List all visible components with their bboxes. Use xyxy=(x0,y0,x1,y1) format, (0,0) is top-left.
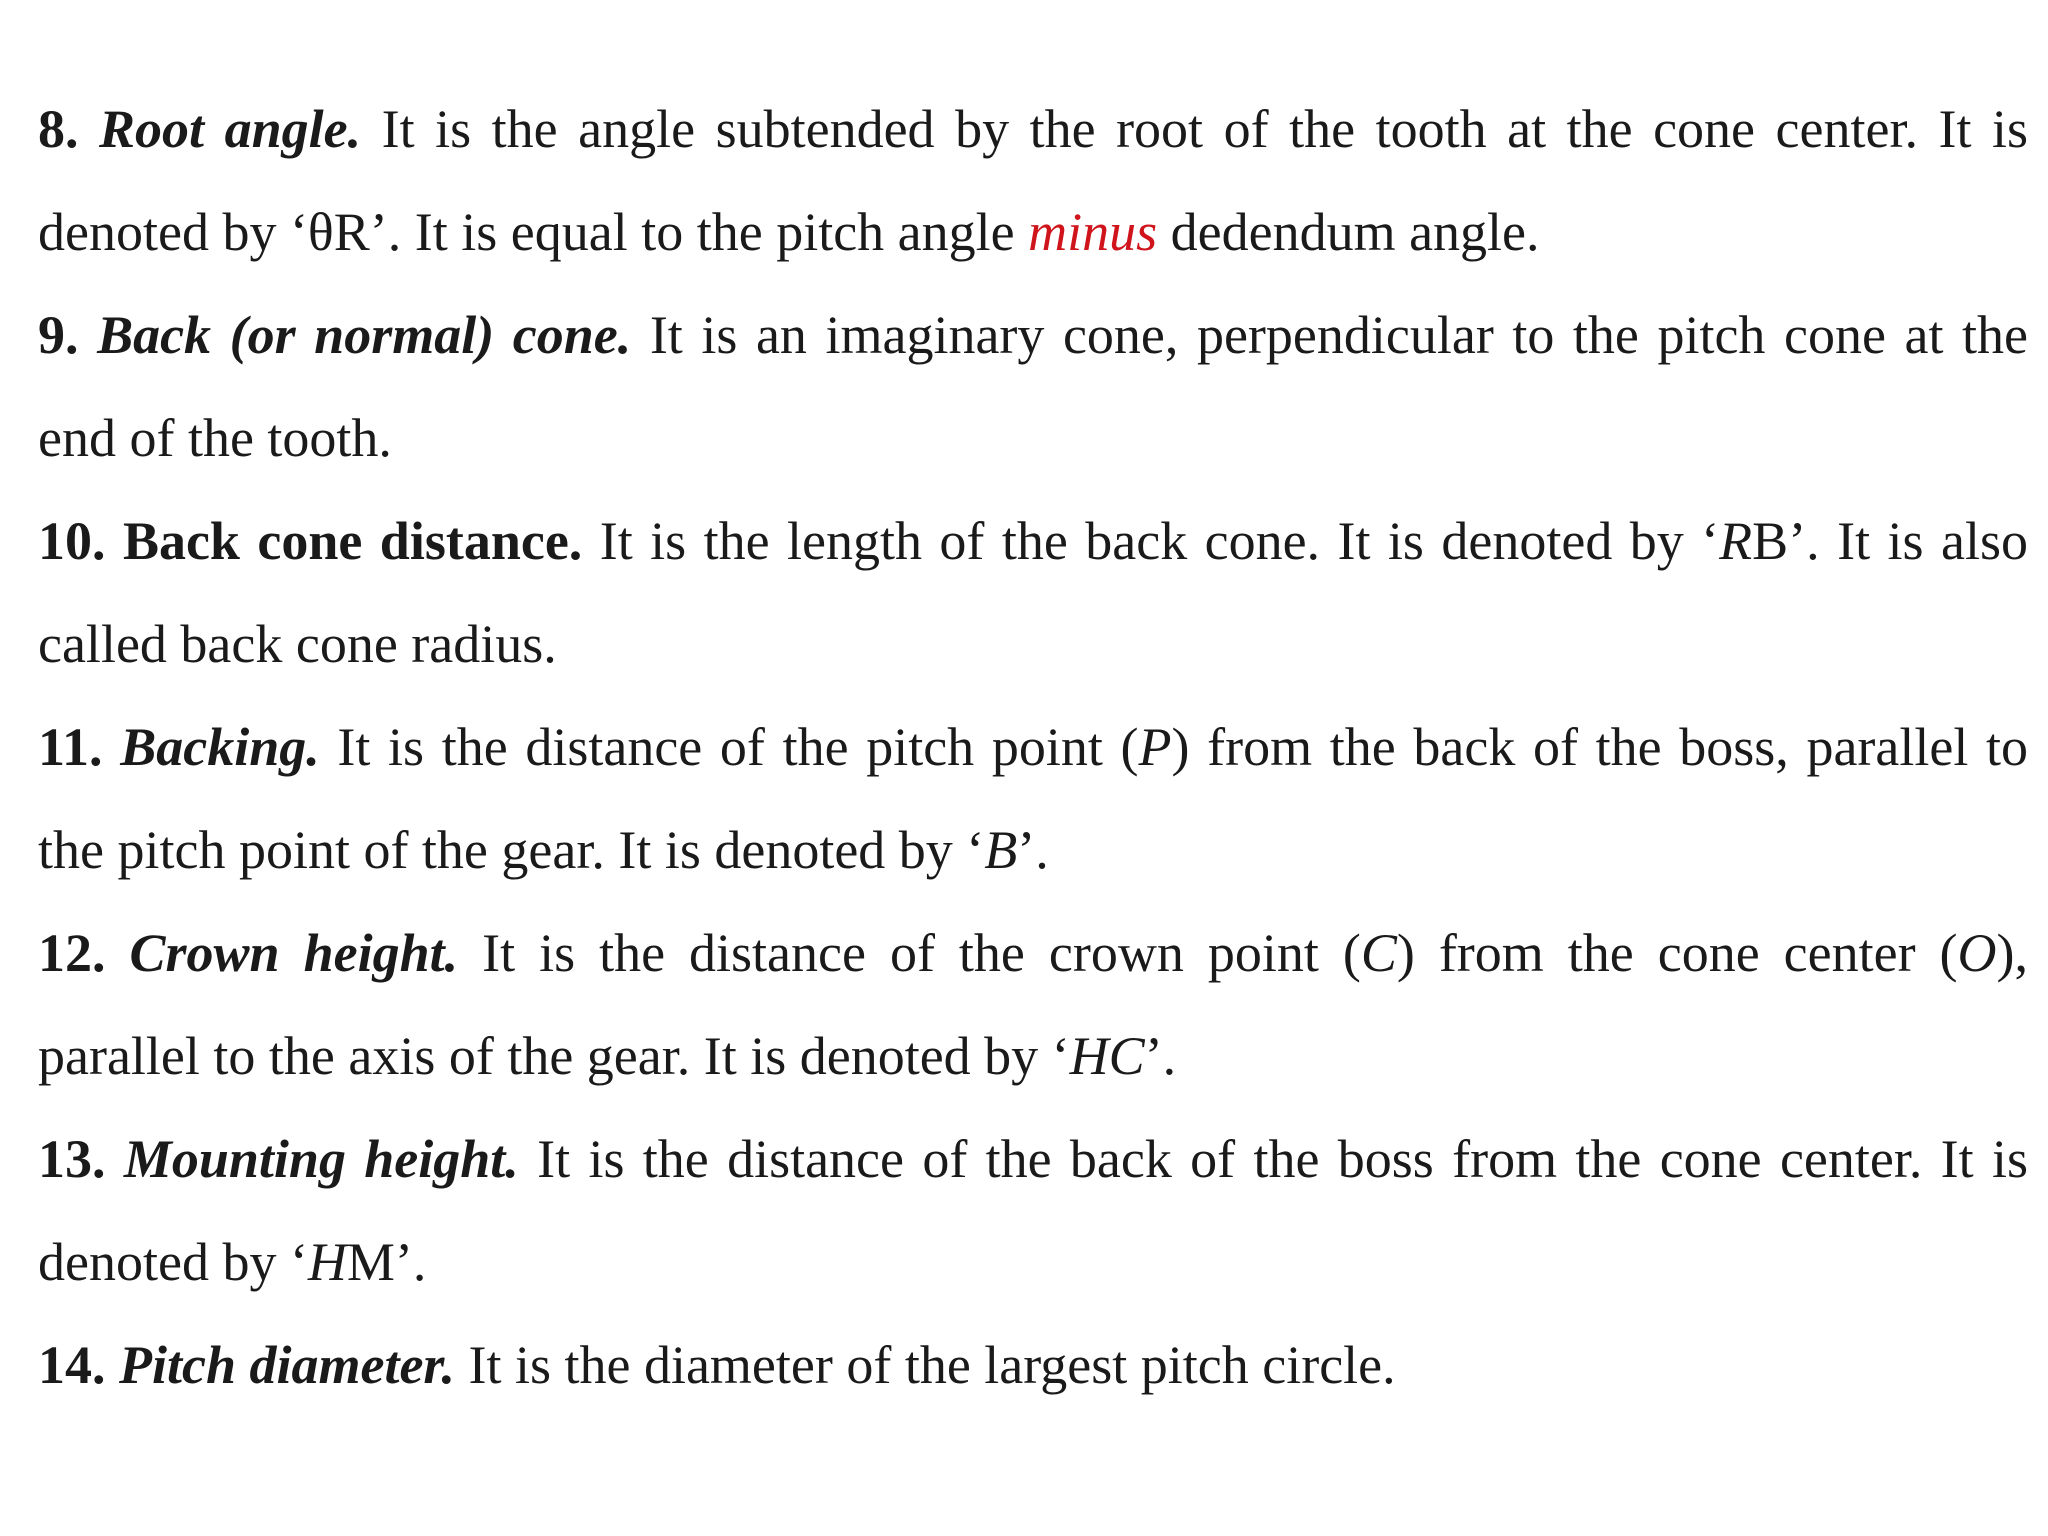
definition-12 xyxy=(38,902,2028,1108)
symbol: H xyxy=(307,1232,347,1292)
term-root-angle: Root angle. xyxy=(99,99,362,159)
symbol: B xyxy=(984,820,1018,880)
definition-text: ’. xyxy=(1144,1026,1177,1086)
definition-13 xyxy=(38,1108,2028,1314)
term-backing: Backing. xyxy=(120,717,320,777)
definition-11 xyxy=(38,696,2028,902)
item-number: 11. xyxy=(38,717,103,777)
item-number: 14. xyxy=(38,1335,106,1395)
definition-8 xyxy=(38,78,2028,284)
item-number: 9. xyxy=(38,305,79,365)
definition-text: B’. It is also called back cone radius. xyxy=(38,511,2028,674)
definition-text: It is the distance of the pitch point ( xyxy=(319,717,1139,777)
definition-text: ), parallel to the axis of the gear. It is denoted by ‘ xyxy=(38,923,2029,1086)
item-number: 8. xyxy=(38,99,79,159)
symbol: HC xyxy=(1069,1026,1145,1086)
term-back-cone: Back (or normal) cone. xyxy=(97,305,632,365)
item-number: 13. xyxy=(38,1129,106,1189)
definition-9 xyxy=(38,284,2028,490)
definition-14 xyxy=(38,1314,2028,1417)
term-mounting-height: Mounting height. xyxy=(123,1129,519,1189)
definition-10 xyxy=(38,490,2028,696)
term-back-cone-distance: Back cone distance. xyxy=(122,511,583,571)
definition-text: dedendum angle. xyxy=(1157,202,1540,262)
term-crown-height: Crown height. xyxy=(129,923,459,983)
definition-text: It is an imaginary cone, perpendicular to the pitch cone at the end of the tooth. xyxy=(38,305,2028,468)
emphasis-minus: minus xyxy=(1028,202,1158,262)
definition-text: It is the length of the back cone. It is denoted by ‘ xyxy=(582,511,1720,571)
definition-text: ’. xyxy=(1017,820,1049,880)
item-number: 12. xyxy=(38,923,106,983)
definition-text: It is the distance of the back of the boss from the cone center. It is denoted by ‘ xyxy=(38,1129,2029,1292)
definition-text: ) from the back of the boss, parallel to the pitch point of the gear. It is denoted by ‘ xyxy=(38,717,2028,880)
symbol: C xyxy=(1360,923,1397,983)
term-pitch-diameter: Pitch diameter. xyxy=(119,1335,455,1395)
definition-text: M’. xyxy=(346,1232,427,1292)
definition-text: It is the distance of the crown point ( xyxy=(458,923,1361,983)
definition-text: ) from the cone center ( xyxy=(1396,923,1958,983)
item-number: 10. xyxy=(38,511,106,571)
symbol: R xyxy=(1719,511,1753,571)
symbol: O xyxy=(1957,923,1997,983)
definition-text: It is the diameter of the largest pitch circle. xyxy=(454,1335,1396,1395)
symbol: P xyxy=(1138,717,1172,777)
definition-text: It is the angle subtended by the root of the tooth at the cone center. It is denoted by ‘θR’. It is equal to the pitch angle xyxy=(38,99,2028,262)
